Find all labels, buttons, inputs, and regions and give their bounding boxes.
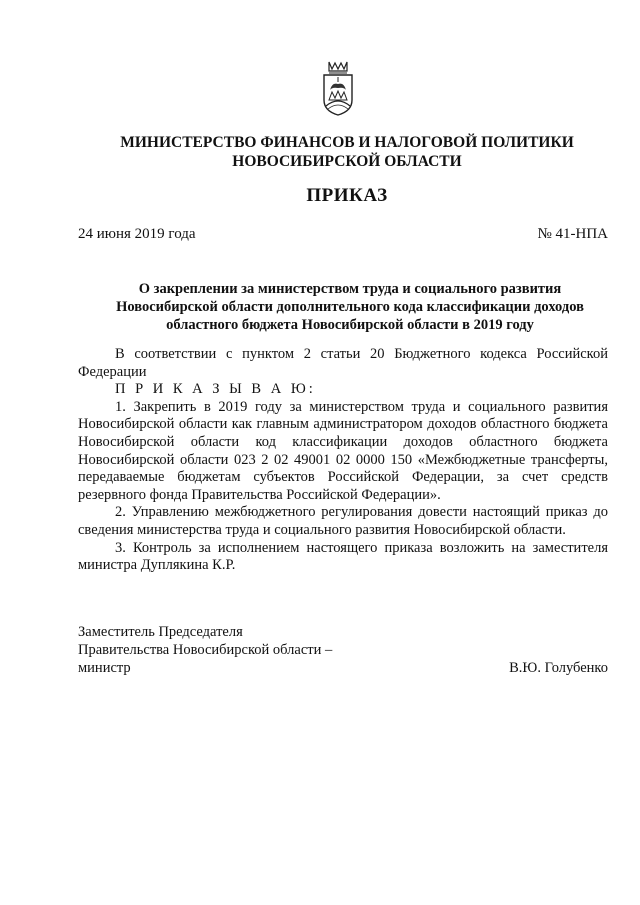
ministry-line-2: НОВОСИБИРСКОЙ ОБЛАСТИ xyxy=(232,153,462,170)
order-item-3: 3. Контроль за исполнением настоящего приказа возложить на заместителя министра Дуплякина К.Р. xyxy=(78,539,608,574)
order-word: П Р И К А З Ы В А Ю: xyxy=(115,381,316,398)
document-subject xyxy=(70,280,630,334)
document-body xyxy=(78,346,608,575)
signer-position-line-2: Правительства Новосибирской области – xyxy=(78,642,333,658)
subject-line-2: Новосибирской области дополнительного кода классификации доходов xyxy=(116,299,584,315)
order-item-2: 2. Управлению межбюджетного регулирования довести настоящий приказ до сведения министерства труда и социального развития Новосибирской области. xyxy=(78,504,608,538)
ministry-line-1: МИНИСТЕРСТВО ФИНАНСОВ И НАЛОГОВОЙ ПОЛИТИКИ xyxy=(120,134,574,151)
ministry-name xyxy=(60,133,634,171)
preamble-paragraph: В соответствии с пунктом 2 статьи 20 Бюджетного кодекса Российской Федерации xyxy=(78,346,608,380)
document-type-title: ПРИКАЗ xyxy=(306,185,388,206)
signer-name: В.Ю. Голубенко xyxy=(509,660,608,676)
document-date: 24 июня 2019 года xyxy=(78,226,196,242)
signer-position-line-3: министр xyxy=(78,660,131,676)
coat-of-arms-icon xyxy=(318,60,358,116)
signer-position-line-1: Заместитель Председателя xyxy=(78,624,243,640)
subject-line-1: О закреплении за министерством труда и социального развития xyxy=(138,281,562,297)
signature-block xyxy=(78,623,608,677)
document-number: № 41-НПА xyxy=(537,226,608,242)
order-item-1: 1. Закрепить в 2019 году за министерством труда и социального развития Новосибирской области как главным администратором доходов областного бюджета Новосибирской области код классификации доходов областного бюджета Новосибирской области 023 2 02 49001 02 0000 150 «Межбюджетные трансферты, передаваемые бюджетам субъектов Российской Федерации, за счет средств резервного фонда Правительства Российской Федерации». xyxy=(78,398,608,503)
subject-line-3: областного бюджета Новосибирской области в 2019 году xyxy=(166,317,534,333)
